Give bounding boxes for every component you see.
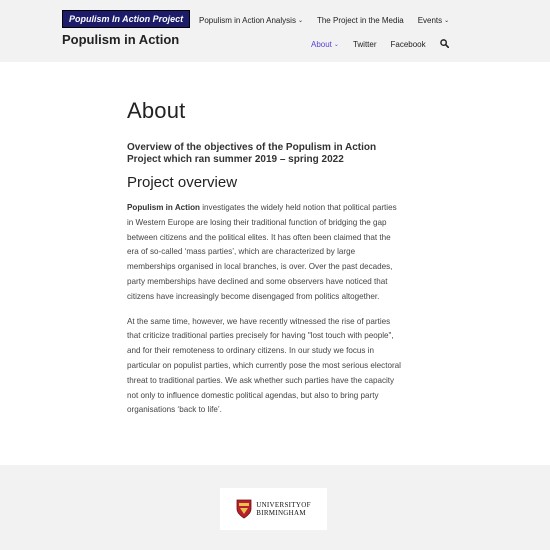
nav-item-label: About [311, 40, 332, 49]
university-crest-icon [236, 499, 252, 519]
second-paragraph: At the same time, however, we have recently witnessed the rise of parties that criticize traditional parties precisely for having "lost touch with people", and for their remoteness to ordinary citizens. In our study we focus in particular on populist parties, which currently pose the most serious electoral threat to traditional parties. We ask whether such parties have the capacity not only to influence domestic political agendas, but also to bring party organisations ‘back to life’. [127, 316, 401, 415]
nav-item-media[interactable] [317, 16, 404, 25]
nav-item-label: The Project in the Media [316, 16, 404, 25]
intro-paragraph [127, 201, 402, 305]
page-title: About [127, 98, 186, 123]
nav-item-analysis[interactable] [199, 16, 303, 25]
nav-item-facebook[interactable] [391, 40, 426, 49]
project-logo[interactable]: Populism In Action Project [62, 10, 190, 28]
search-icon[interactable] [440, 39, 449, 50]
section-heading: Project overview [127, 174, 238, 191]
university-line-1: UNIVERSITYOF [256, 501, 311, 509]
intro-paragraph-text: investigates the widely held notion that political parties in Western Europe are losing their traditional function of bridging the gap between citizens and the political elites. It has often been claimed that the era of so-called ‘mass parties’, which are characterized by large memberships organised in local branches, is over. Over the past decades, party memberships have declined and some observers have noticed that citizens have increasingly become disengaged from politics altogether. [127, 203, 397, 301]
nav-item-about[interactable] [311, 40, 339, 49]
main-content [127, 62, 402, 426]
site-title[interactable]: Populism in Action [62, 32, 180, 47]
chevron-down-icon: ⌄ [444, 18, 450, 24]
nav-item-events[interactable] [418, 16, 450, 25]
nav-item-twitter[interactable] [353, 40, 377, 49]
chevron-down-icon: ⌄ [297, 18, 303, 24]
university-logo[interactable] [220, 488, 327, 530]
primary-nav-bottom [311, 39, 449, 50]
project-name-strong: Populism in Action [127, 203, 200, 212]
site-footer [0, 465, 550, 550]
chevron-down-icon: ⌄ [333, 42, 339, 48]
page-subtitle: Overview of the objectives of the Populism in Action Project which ran summer 2019 – spring 2022 [127, 142, 377, 165]
nav-item-label: Facebook [390, 40, 426, 49]
primary-nav-top [199, 16, 463, 25]
university-wordmark [256, 501, 311, 517]
nav-item-label: Twitter [352, 40, 377, 49]
nav-item-label: Populism in Action Analysis [199, 16, 296, 25]
site-header [0, 0, 550, 62]
nav-item-label: Events [417, 16, 443, 25]
university-line-2: BIRMINGHAM [256, 509, 306, 517]
